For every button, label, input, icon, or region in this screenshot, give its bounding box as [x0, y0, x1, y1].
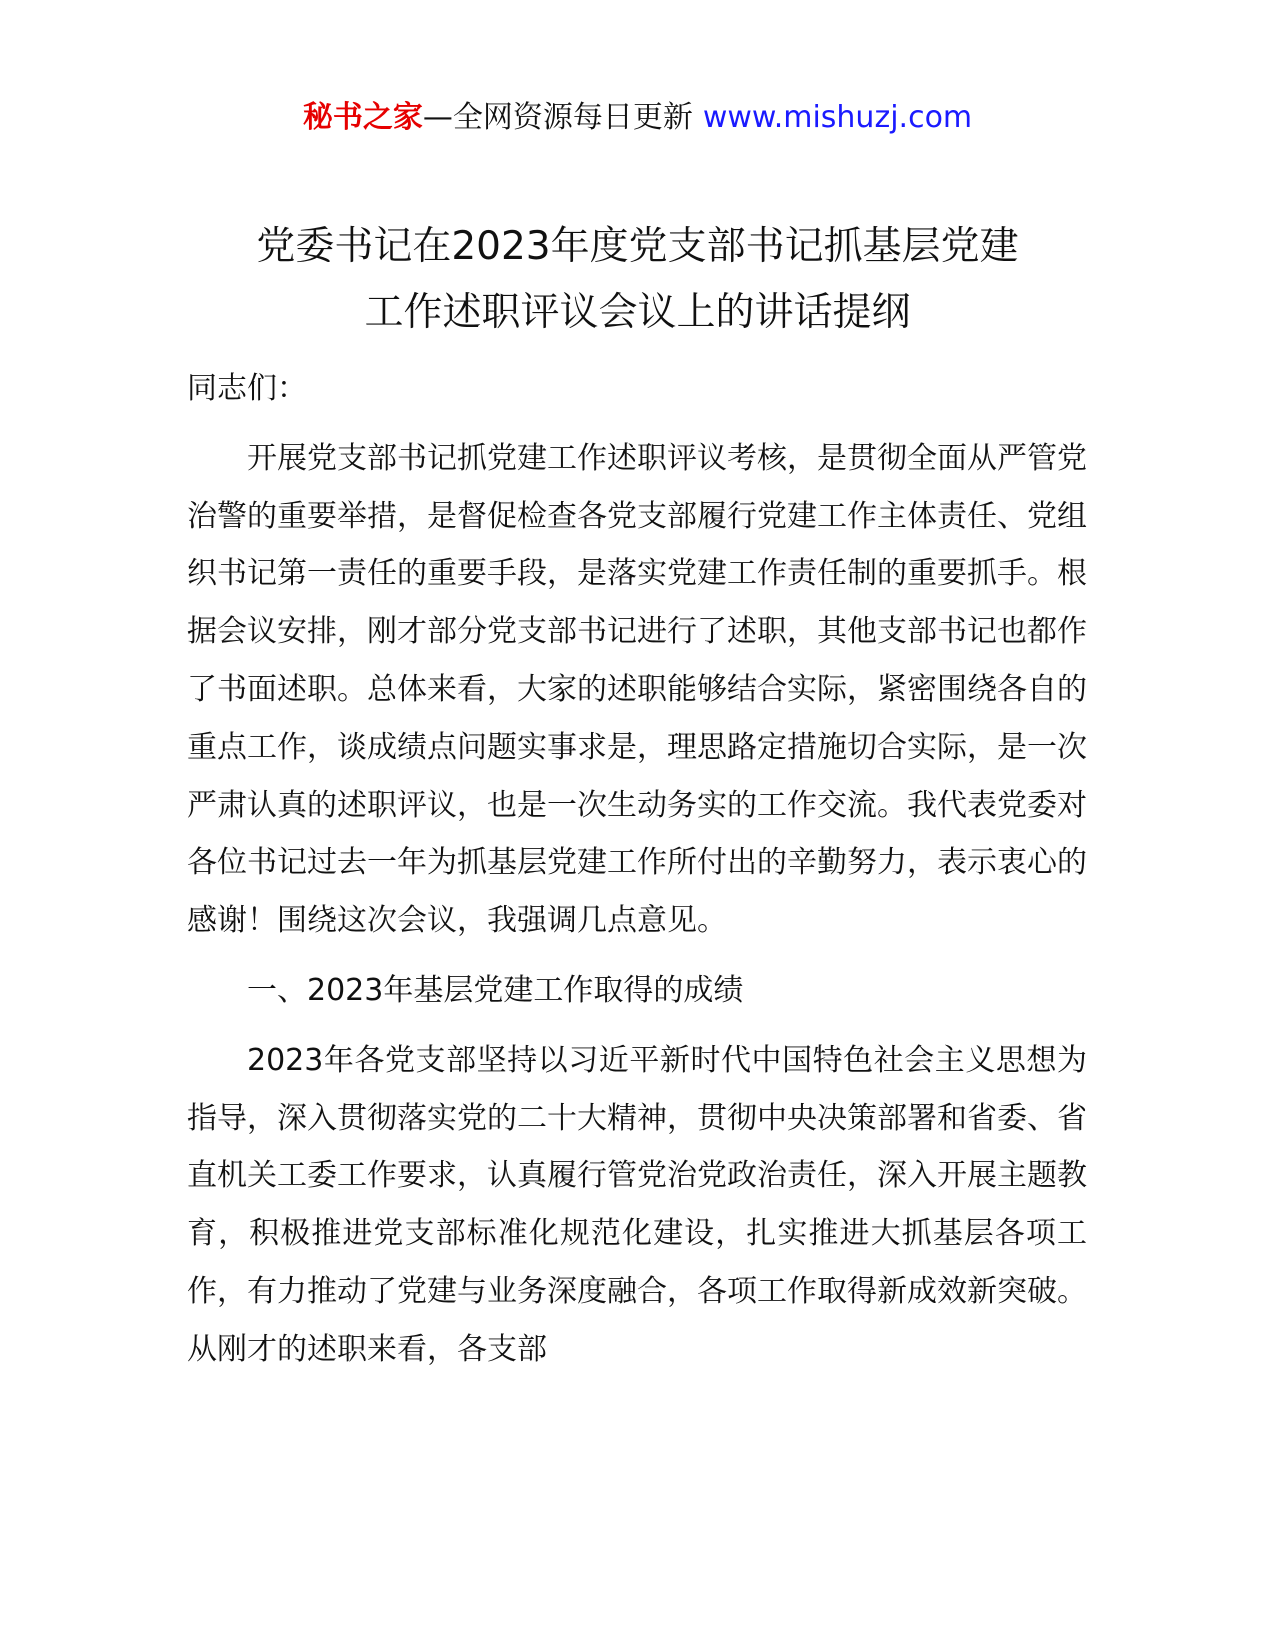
document-body [187, 360, 1087, 1391]
salutation: 同志们： [187, 371, 307, 406]
paragraph-achievements: 2023年各党支部坚持以习近平新时代中国特色社会主义思想为指导，深入贯彻落实党的二十大精神，贯彻中央决策部署和省委、省直机关工委工作要求，认真履行管党治党政治责任，深入开展主题教育，积极推进党支部标准化规范化建设，扎实推进大抓基层各项工作，有力推动了党建与业务深度融合，各项工作取得新成效新突破。从刚才的述职来看，各支部 [187, 1042, 1087, 1367]
title-line-1: 党委书记在2023年度党支部书记抓基层党建 [256, 224, 1019, 269]
site-header [0, 96, 1275, 140]
title-line-2: 工作述职评议会议上的讲话提纲 [364, 290, 911, 335]
header-tagline: —全网资源每日更新 [422, 100, 693, 135]
brand-name: 秘书之家 [302, 100, 423, 135]
paragraph-intro: 开展党支部书记抓党建工作述职评议考核，是贯彻全面从严管党治警的重要举措，是督促检查各党支部履行党建工作主体责任、党组织书记第一责任的重要手段，是落实党建工作责任制的重要抓手。根据会议安排，刚才部分党支部书记进行了述职，其他支部书记也都作了书面述职。总体来看，大家的述职能够结合实际，紧密围绕各自的重点工作，谈成绩点问题实事求是，理思路定措施切合实际，是一次严肃认真的述职评议，也是一次生动务实的工作交流。我代表党委对各位书记过去一年为抓基层党建工作所付出的辛勤努力，表示衷心的感谢！围绕这次会议，我强调几点意见。 [187, 440, 1087, 939]
site-url-link[interactable]: www.mishuzj.com [702, 100, 973, 135]
section-heading-1: 一、2023年基层党建工作取得的成绩 [247, 972, 744, 1008]
document-title [150, 214, 1125, 346]
